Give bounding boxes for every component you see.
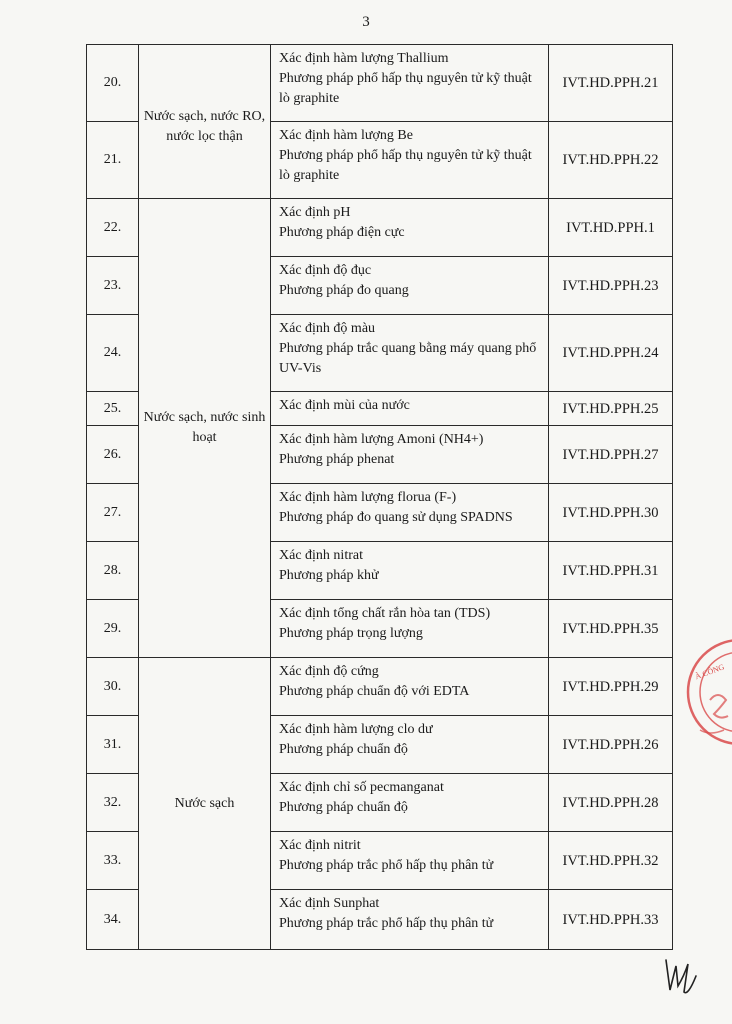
test-method: Phương pháp chuẩn độ (279, 800, 408, 815)
test-parameter: Xác định nitrit (279, 838, 361, 853)
method-code: IVT.HD.PPH.29 (549, 658, 673, 716)
test-parameter: Xác định tổng chất rắn hòa tan (TDS) (279, 606, 491, 621)
row-number: 32. (87, 774, 139, 832)
row-number: 25. (87, 392, 139, 426)
test-method: Phương pháp trọng lượng (279, 626, 423, 641)
row-number: 27. (87, 484, 139, 542)
methods-table (86, 44, 673, 950)
method-description (271, 542, 549, 600)
test-parameter: Xác định độ cứng (279, 664, 379, 679)
test-parameter: Xác định hàm lượng Thallium (279, 51, 449, 66)
test-parameter: Xác định hàm lượng Be (279, 128, 413, 143)
stamp-text: À CÔNG (693, 662, 726, 682)
test-parameter: Xác định hàm lượng Amoni (NH4+) (279, 432, 484, 447)
row-number: 34. (87, 890, 139, 950)
test-method: Phương pháp phổ hấp thụ nguyên tử kỹ thuật lò graphite (279, 71, 532, 106)
test-parameter: Xác định Sunphat (279, 896, 380, 911)
method-description (271, 890, 549, 950)
method-code: IVT.HD.PPH.32 (549, 832, 673, 890)
sample-type: Nước sạch, nước RO, nước lọc thận (139, 45, 271, 199)
row-number: 26. (87, 426, 139, 484)
method-code: IVT.HD.PPH.1 (549, 199, 673, 257)
test-method: Phương pháp trắc phổ hấp thụ phân tử (279, 858, 494, 873)
table-row (87, 658, 673, 716)
test-parameter: Xác định nitrat (279, 548, 363, 563)
test-method: Phương pháp đo quang (279, 283, 409, 298)
test-method: Phương pháp trắc quang bằng máy quang phổ UV-Vis (279, 341, 537, 376)
row-number: 31. (87, 716, 139, 774)
test-parameter: Xác định độ màu (279, 321, 376, 336)
method-description (271, 658, 549, 716)
method-code: IVT.HD.PPH.24 (549, 315, 673, 392)
row-number: 21. (87, 122, 139, 199)
page-number: 3 (362, 14, 370, 30)
method-description (271, 122, 549, 199)
method-code: IVT.HD.PPH.27 (549, 426, 673, 484)
method-description (271, 426, 549, 484)
test-method: Phương pháp phổ hấp thụ nguyên tử kỹ thuật lò graphite (279, 148, 532, 183)
row-number: 30. (87, 658, 139, 716)
table-row (87, 199, 673, 257)
method-code: IVT.HD.PPH.26 (549, 716, 673, 774)
row-number: 22. (87, 199, 139, 257)
method-code: IVT.HD.PPH.30 (549, 484, 673, 542)
method-description (271, 315, 549, 392)
method-code: IVT.HD.PPH.23 (549, 257, 673, 315)
test-parameter: Xác định hàm lượng clo dư (279, 722, 433, 737)
method-code: IVT.HD.PPH.21 (549, 45, 673, 122)
test-parameter: Xác định pH (279, 205, 351, 220)
test-method: Phương pháp điện cực (279, 225, 405, 240)
sample-type: Nước sạch, nước sinh hoạt (139, 199, 271, 658)
table-row (87, 45, 673, 122)
method-description (271, 484, 549, 542)
row-number: 20. (87, 45, 139, 122)
method-code: IVT.HD.PPH.22 (549, 122, 673, 199)
method-code: IVT.HD.PPH.33 (549, 890, 673, 950)
method-code: IVT.HD.PPH.35 (549, 600, 673, 658)
method-description (271, 45, 549, 122)
test-method: Phương pháp chuẩn độ với EDTA (279, 684, 470, 699)
test-parameter: Xác định chỉ số pecmanganat (279, 780, 444, 795)
method-code: IVT.HD.PPH.25 (549, 392, 673, 426)
row-number: 24. (87, 315, 139, 392)
method-code: IVT.HD.PPH.31 (549, 542, 673, 600)
method-code: IVT.HD.PPH.28 (549, 774, 673, 832)
method-description (271, 832, 549, 890)
sample-type: Nước sạch (139, 658, 271, 950)
test-method: Phương pháp trắc phổ hấp thụ phân tử (279, 916, 494, 931)
test-method: Phương pháp khử (279, 568, 379, 583)
method-description (271, 257, 549, 315)
test-parameter: Xác định mùi của nước (279, 398, 410, 413)
method-description (271, 392, 549, 426)
signature-mark (660, 948, 700, 998)
test-method: Phương pháp đo quang sử dụng SPADNS (279, 510, 513, 525)
test-parameter: Xác định độ đục (279, 263, 372, 278)
method-description (271, 774, 549, 832)
method-description (271, 716, 549, 774)
red-stamp (680, 630, 732, 760)
row-number: 29. (87, 600, 139, 658)
test-method: Phương pháp phenat (279, 452, 395, 467)
method-description (271, 600, 549, 658)
method-description (271, 199, 549, 257)
row-number: 28. (87, 542, 139, 600)
row-number: 23. (87, 257, 139, 315)
test-parameter: Xác định hàm lượng florua (F-) (279, 490, 457, 505)
row-number: 33. (87, 832, 139, 890)
test-method: Phương pháp chuẩn độ (279, 742, 408, 757)
